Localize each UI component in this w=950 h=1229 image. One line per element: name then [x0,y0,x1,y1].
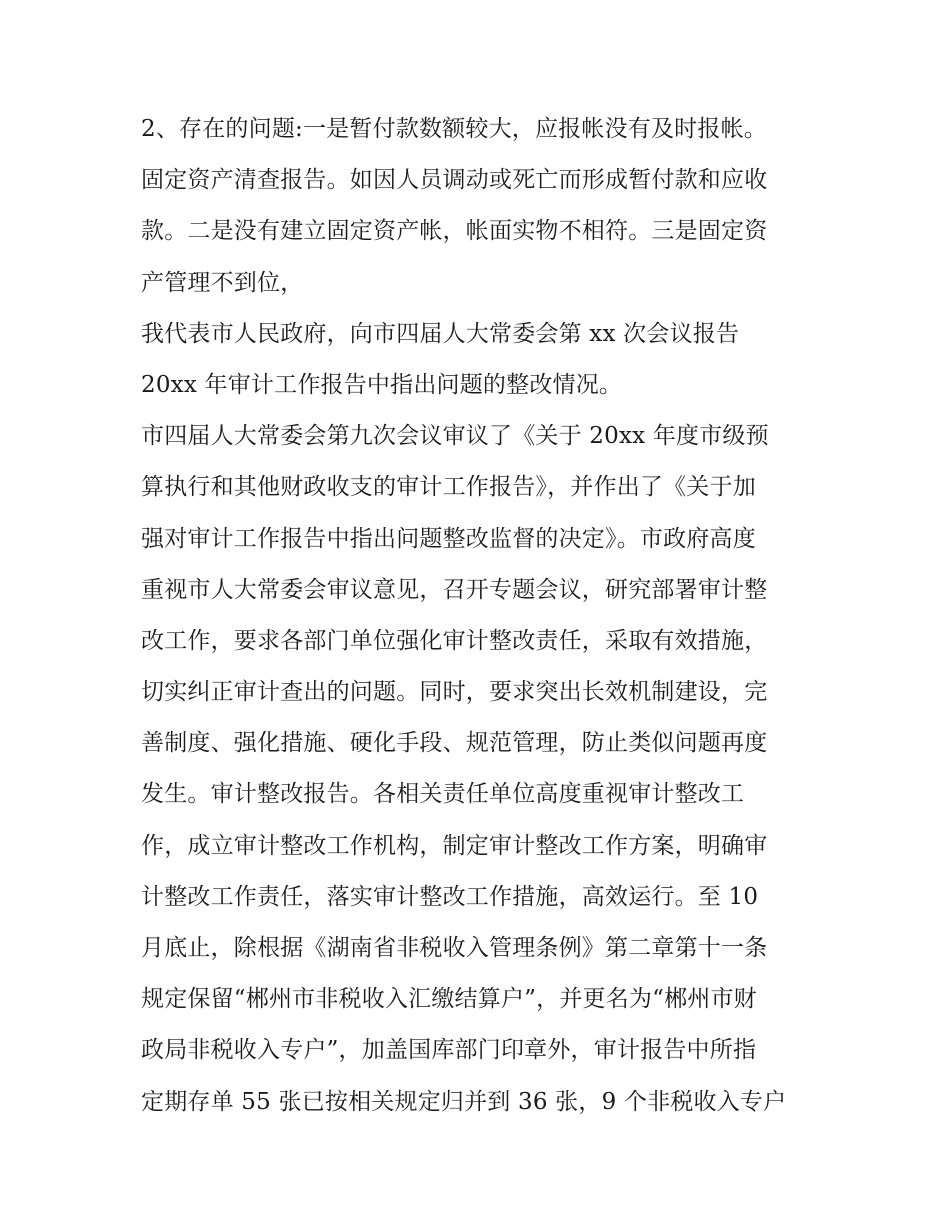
text-line: 固定资产清查报告。如因人员调动或死亡而形成暂付款和应收 [141,167,768,194]
text-line: 改工作，要求各部门单位强化审计整改责任，采取有效措施， [141,627,768,654]
text-line: 善制度、强化措施、硬化手段、规范管理，防止类似问题再度 [141,730,768,757]
text-line: 市四届人大常委会第九次会议审议了《关于 20xx 年度市级预 [141,423,769,450]
text-line: 20xx 年审计工作报告中指出问题的整改情况。 [141,371,623,398]
text-line: 作，成立审计整改工作机构，制定审计整改工作方案，明确审 [141,832,768,859]
text-line: 产管理不到位， [141,269,304,296]
text-line: 强对审计工作报告中指出问题整改监督的决定》。市政府高度 [141,525,756,552]
text-line: 算执行和其他财政收支的审计工作报告》，并作出了《关于加 [141,474,756,501]
text-line: 规定保留“郴州市非税收入汇缴结算户”，并更名为“郴州市财 [141,986,757,1013]
text-line: 我代表市人民政府，向市四届人大常委会第 xx 次会议报告 [141,320,740,347]
text-line: 2、存在的问题:一是暂付款数额较大，应报帐没有及时报帐。 [141,116,767,142]
text-line: 计整改工作责任，落实审计整改工作措施，高效运行。至 10 [141,883,759,910]
text-line: 款。二是没有建立固定资产帐，帐面实物不相符。三是固定资 [141,218,768,245]
text-line: 重视市人大常委会审议意见，召开专题会议，研究部署审计整 [141,576,768,603]
text-line: 月底止，除根据《湖南省非税收入管理条例》第二章第十一条 [141,935,768,961]
body-text [141,104,821,1128]
text-line: 定期存单 55 张已按相关规定归并到 36 张，9 个非税收入专户 [141,1088,787,1115]
text-line: 政局非税收入专户”，加盖国库部门印章外，审计报告中所指 [141,1037,757,1064]
text-line: 发生。审计整改报告。各相关责任单位高度重视审计整改工 [141,781,745,808]
text-line: 切实纠正审计查出的问题。同时，要求突出长效机制建设，完 [141,679,768,706]
